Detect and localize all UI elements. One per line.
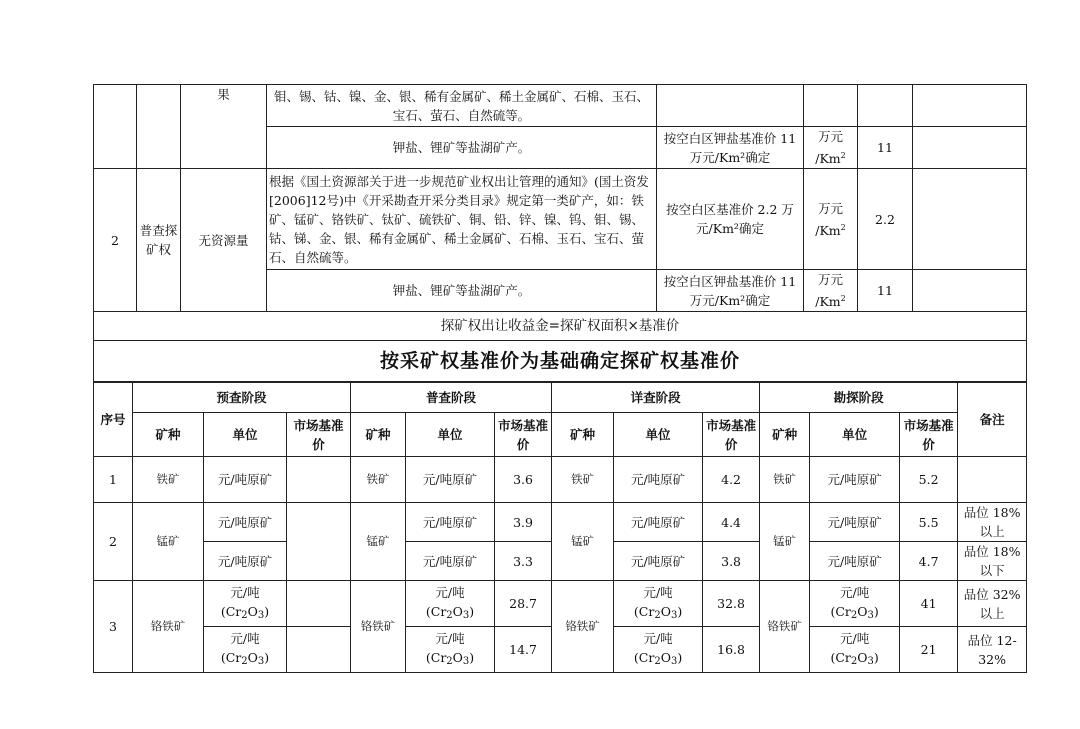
seq-cell: 2	[94, 503, 133, 581]
type-cell: 无资源量	[181, 169, 267, 312]
mineral-cell: 铬铁矿	[760, 581, 810, 673]
mineral-cell: 铬铁矿	[133, 581, 204, 673]
price-cell	[287, 627, 351, 673]
seq-header: 序号	[94, 382, 133, 457]
table-row	[94, 312, 1027, 341]
price-basis-cell: 按空白区基准价 2.2 万元/Km²确定	[657, 169, 804, 270]
table-row	[94, 581, 1027, 627]
mineral-header: 矿种	[552, 413, 614, 457]
price-cell: 3.8	[703, 542, 760, 581]
stage-header-pre: 预查阶段	[133, 382, 351, 413]
unit-cell: 元/吨 $(Cr_2O_3)$	[204, 627, 287, 673]
seq-cell: 3	[94, 581, 133, 673]
unit-cell: 元/吨原矿	[204, 503, 287, 542]
extra-cell-blank	[913, 85, 1027, 127]
price-cell: 5.2	[900, 457, 958, 503]
mineral-cell: 铁矿	[351, 457, 406, 503]
mineral-cell: 锰矿	[133, 503, 204, 581]
price-header: 市场基准价	[495, 413, 552, 457]
unit-header: 单位	[406, 413, 495, 457]
unit-cell: 元/吨 $(Cr_2O_3)$	[614, 627, 703, 673]
salt-price-basis-cell: 按空白区钾盐基准价 11 万元/Km²确定	[657, 127, 804, 169]
mineral-header: 矿种	[351, 413, 406, 457]
note-cell	[958, 457, 1027, 503]
note-cell: 品位 12-32%	[958, 627, 1027, 673]
price-cell: 4.2	[703, 457, 760, 503]
price-header: 市场基准价	[900, 413, 958, 457]
price-cell	[287, 581, 351, 627]
stage-header-detail: 详查阶段	[552, 382, 760, 413]
unit-cell: 元/吨 $(Cr_2O_3)$	[810, 627, 900, 673]
salt-price-basis-cell: 按空白区钾盐基准价 11 万元/Km²确定	[657, 270, 804, 312]
mineral-cell: 锰矿	[760, 503, 810, 581]
header-row	[94, 413, 1027, 457]
unit-cell: 元/吨原矿	[614, 542, 703, 581]
mineral-cell: 锰矿	[552, 503, 614, 581]
mineral-cell: 铁矿	[760, 457, 810, 503]
salt-value-cell: 11	[858, 270, 913, 312]
unit-cell: 万元 /Km$^2$	[804, 270, 858, 312]
table-row	[94, 457, 1027, 503]
stage-cell: 普查探矿权	[137, 169, 181, 312]
price-cell: 3.3	[495, 542, 552, 581]
lower-price-table	[93, 381, 1027, 673]
mineral-list-cell: 钼、锡、钴、镍、金、银、稀有金属矿、稀土金属矿、石棉、玉石、宝石、萤石、自然硫等。	[267, 85, 657, 127]
price-header: 市场基准价	[287, 413, 351, 457]
section-title: 按采矿权基准价为基础确定探矿权基准价	[94, 341, 1027, 383]
unit-header: 单位	[204, 413, 287, 457]
unit-cell: 元/吨 $(Cr_2O_3)$	[406, 627, 495, 673]
header-row	[94, 382, 1027, 413]
price-cell: 28.7	[495, 581, 552, 627]
price-cell: 16.8	[703, 627, 760, 673]
salt-mineral-cell: 钾盐、锂矿等盐湖矿产。	[267, 127, 657, 169]
extra-cell-blank	[913, 127, 1027, 169]
note-cell: 品位 18%以上	[958, 503, 1027, 542]
note-header: 备注	[958, 382, 1027, 457]
price-cell: 21	[900, 627, 958, 673]
price-cell: 5.5	[900, 503, 958, 542]
index-cell: 2	[94, 169, 137, 312]
table-row	[94, 341, 1027, 383]
unit-header: 单位	[614, 413, 703, 457]
seq-cell: 1	[94, 457, 133, 503]
unit-cell: 元/吨 $(Cr_2O_3)$	[204, 581, 287, 627]
mineral-cell: 锰矿	[351, 503, 406, 581]
upper-price-table	[93, 84, 1027, 383]
unit-cell: 元/吨原矿	[406, 503, 495, 542]
price-cell	[287, 503, 351, 581]
value-cell-blank	[858, 85, 913, 127]
unit-cell: 元/吨原矿	[614, 457, 703, 503]
unit-cell: 元/吨 $(Cr_2O_3)$	[810, 581, 900, 627]
note-cell: 品位 18%以下	[958, 542, 1027, 581]
price-cell: 32.8	[703, 581, 760, 627]
mineral-cell: 铬铁矿	[552, 581, 614, 673]
unit-cell: 元/吨原矿	[204, 457, 287, 503]
unit-header: 单位	[810, 413, 900, 457]
mineral-cell: 铁矿	[552, 457, 614, 503]
price-cell: 3.9	[495, 503, 552, 542]
stage-header-general: 普查阶段	[351, 382, 552, 413]
price-cell: 41	[900, 581, 958, 627]
mineral-header: 矿种	[760, 413, 810, 457]
index-cell-blank	[94, 85, 137, 169]
salt-mineral-cell: 钾盐、锂矿等盐湖矿产。	[267, 270, 657, 312]
extra-cell-blank	[913, 270, 1027, 312]
stage-cell-blank	[137, 85, 181, 169]
extra-cell-blank	[913, 169, 1027, 270]
unit-cell: 元/吨原矿	[614, 503, 703, 542]
table-row	[94, 169, 1027, 270]
unit-cell: 元/吨原矿	[810, 503, 900, 542]
unit-cell-blank	[804, 85, 858, 127]
price-cell: 4.7	[900, 542, 958, 581]
table-row	[94, 503, 1027, 542]
price-header: 市场基准价	[703, 413, 760, 457]
mineral-list-cell: 根据《国土资源部关于进一步规范矿业权出让管理的通知》(国土资发[2006]12号)中《开采勘查开采分类目录》规定第一类矿产，如：铁矿、锰矿、铬铁矿、钛矿、硫铁矿、铜、铅、锌、镍、钨、钼、锡、钴、锑、金、银、稀有金属矿、稀土金属矿、石棉、玉石、宝石、萤石、自然硫等。	[267, 169, 657, 270]
price-cell: 14.7	[495, 627, 552, 673]
stage-header-exploration: 勘探阶段	[760, 382, 958, 413]
unit-cell: 元/吨原矿	[810, 542, 900, 581]
unit-cell: 元/吨原矿	[406, 542, 495, 581]
value-cell: 2.2	[858, 169, 913, 270]
type-cell: 果	[181, 85, 267, 169]
unit-cell: 元/吨 $(Cr_2O_3)$	[406, 581, 495, 627]
mineral-cell: 铬铁矿	[351, 581, 406, 673]
unit-cell: 元/吨 $(Cr_2O_3)$	[614, 581, 703, 627]
unit-cell: 万元 /Km$^2$	[804, 127, 858, 169]
unit-cell: 元/吨原矿	[204, 542, 287, 581]
formula-row: 探矿权出让收益金=探矿权面积×基准价	[94, 312, 1027, 341]
table-row	[94, 85, 1027, 127]
price-cell: 3.6	[495, 457, 552, 503]
mineral-header: 矿种	[133, 413, 204, 457]
mineral-cell: 铁矿	[133, 457, 204, 503]
price-basis-cell-blank	[657, 85, 804, 127]
unit-cell: 元/吨原矿	[406, 457, 495, 503]
price-cell: 4.4	[703, 503, 760, 542]
unit-cell: 元/吨原矿	[810, 457, 900, 503]
unit-cell: 万元 /Km$^2$	[804, 169, 858, 270]
salt-value-cell: 11	[858, 127, 913, 169]
price-cell	[287, 457, 351, 503]
note-cell: 品位 32%以上	[958, 581, 1027, 627]
